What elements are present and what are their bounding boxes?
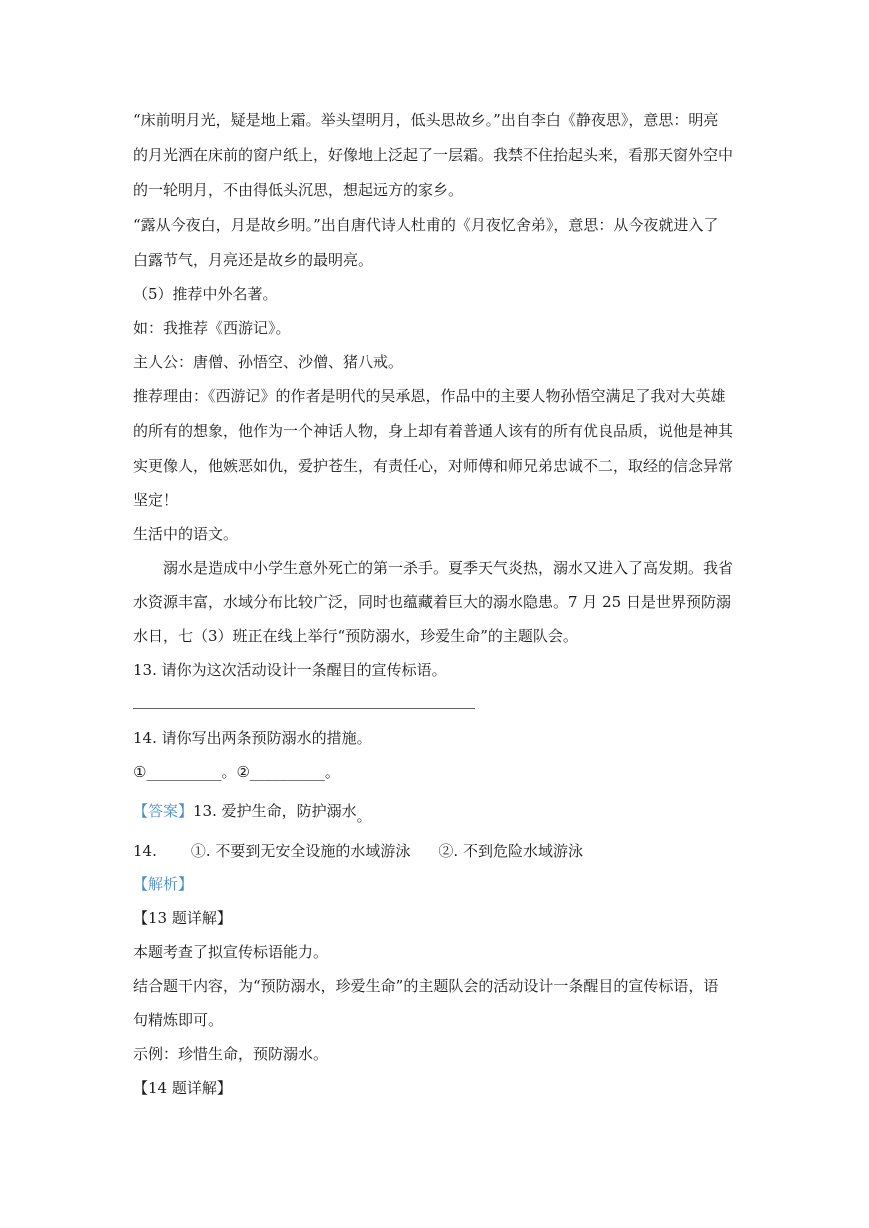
analysis-example: 示例：珍惜生命，预防溺水。 <box>133 1045 329 1063</box>
analysis-line: 本题考查了拟宣传标语能力。 <box>133 943 329 961</box>
answer-tag: 【答案】 <box>133 802 194 820</box>
question-13: 13. 请你为这次活动设计一条醒目的宣传标语。 <box>133 661 447 679</box>
text-line: 的月光洒在床前的窗户纸上，好像地上泛起了一层霜。我禁不住抬起头来，看那天窗外空中 <box>133 146 734 164</box>
text-line: 实更像人，他嫉恶如仇，爱护苍生，有责任心，对师傅和师兄弟忠诚不二，取经的信念异常 <box>133 457 734 475</box>
answer-blanks: ①__________。②__________。 <box>133 763 340 781</box>
answer-row <box>133 801 372 825</box>
text-line: “床前明月光，疑是地上霜。举头望明月，低头思故乡。”出自李白《静夜思》，意思：明亮 <box>133 111 719 129</box>
answer-blank-line <box>133 708 475 709</box>
text-line: 的一轮明月，不由得低头沉思，想起远方的家乡。 <box>133 181 464 199</box>
text-line: “露从今夜白，月是故乡明。”出自唐代诗人杜甫的《月夜忆舍弟》，意思：从今夜就进入了 <box>133 216 719 234</box>
analysis-tag: 【解析】 <box>133 875 194 893</box>
answer-14-b: ②. 不到危险水域游泳 <box>438 842 583 860</box>
analysis-line: 句精炼即可。 <box>133 1011 224 1029</box>
section-heading: 生活中的语文。 <box>133 525 239 543</box>
passage-line: 水资源丰富，水域分布比较广泛，同时也蕴藏着巨大的溺水隐患。7 月 25 日是世界预防溺 <box>133 593 731 611</box>
answer-14-number: 14. <box>133 842 157 860</box>
passage-line: 溺水是造成中小学生意外死亡的第一杀手。夏季天气炎热，溺水又进入了高发期。我省 <box>163 559 734 577</box>
text-line: 如：我推荐《西游记》。 <box>133 319 291 337</box>
text-line: 推荐理由：《西游记》的作者是明代的吴承恩，作品中的主要人物孙悟空满足了我对大英雄 <box>133 387 726 405</box>
analysis-line: 结合题干内容，为“预防溺水，珍爱生命”的主题队会的活动设计一条醒目的宣传标语，语 <box>133 977 719 995</box>
analysis-heading-14: 【14 题详解】 <box>133 1079 232 1097</box>
question-14: 14. 请你写出两条预防溺水的措施。 <box>133 729 372 747</box>
answer-14-a: ①. 不要到无安全设施的水域游泳 <box>190 842 411 860</box>
answer-13: 13. 爱护生命，防护溺水 <box>193 802 357 820</box>
text-line: 白露节气，月亮还是故乡的最明亮。 <box>133 251 374 269</box>
answer-13-period: 。 <box>356 807 372 825</box>
text-line: 的所有的想象，他作为一个神话人物，身上却有着普通人该有的所有优良品质，说他是神其 <box>133 422 734 440</box>
section-heading: （5）推荐中外名著。 <box>133 285 278 303</box>
answer-14-row <box>133 841 583 861</box>
passage-line: 水日，七（3）班正在线上举行“预防溺水，珍爱生命”的主题队会。 <box>133 627 578 645</box>
text-line: 主人公：唐僧、孙悟空、沙僧、猪八戒。 <box>133 353 404 371</box>
text-line: 坚定！ <box>133 491 179 509</box>
analysis-heading-13: 【13 题详解】 <box>133 909 232 927</box>
